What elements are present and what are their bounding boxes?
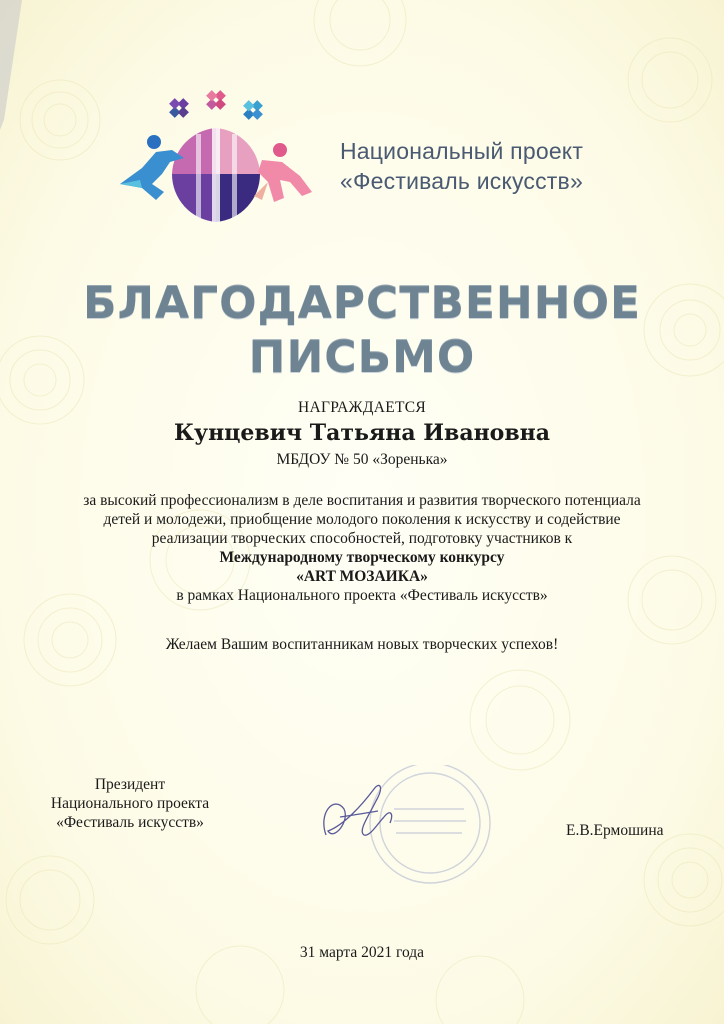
- body-line-4: в рамках Национального проекта «Фестиваль искусств»: [176, 587, 548, 604]
- awarded-label: НАГРАЖДАЕТСЯ: [297, 399, 427, 416]
- festival-logo-emblem: [112, 88, 322, 228]
- contest-line-2: «ART МОЗАИКА»: [296, 568, 428, 585]
- issue-date: 31 марта 2021 года: [299, 944, 425, 961]
- title-line-2: ПИСЬМО: [248, 332, 476, 383]
- paper-edge-shadow: [0, 0, 30, 140]
- signer-name: Е.В.Ермошина: [566, 822, 664, 839]
- title-line-1: БЛАГОДАРСТВЕННОЕ: [82, 278, 642, 329]
- logo-circle: [172, 128, 260, 222]
- logo-figure-right: [254, 143, 312, 202]
- contest-line-1: Международному творческому конкурсу: [219, 549, 505, 566]
- president-title: [40, 775, 220, 832]
- signature-and-stamp: [304, 765, 500, 895]
- body-line-2: детей и молодежи, приобщение молодого поколения к искусству и содействие: [103, 511, 621, 528]
- president-line-2: Национального проекта: [50, 795, 210, 812]
- president-line-3: «Фестиваль искусств»: [56, 814, 204, 831]
- wish-text: Желаем Вашим воспитанникам новых творческих успехов!: [165, 636, 559, 653]
- stamp-icon: [370, 765, 490, 883]
- body-line-1: за высокий профессионализм в деле воспитания и развития творческого потенциала: [83, 492, 641, 509]
- logo-stars: [169, 90, 263, 120]
- body-text: [36, 491, 688, 605]
- recipient-name: Кунцевич Татьяна Ивановна: [173, 420, 551, 446]
- body-line-3: реализации творческих способностей, подготовку участников к: [151, 530, 573, 547]
- president-line-1: Президент: [94, 776, 166, 793]
- logo-line-2: «Фестиваль искусств»: [340, 168, 583, 194]
- recipient-organization: МБДОУ № 50 «Зоренька»: [276, 451, 448, 468]
- logo-line-1: Национальный проект: [340, 138, 584, 164]
- logo-text: [340, 136, 583, 196]
